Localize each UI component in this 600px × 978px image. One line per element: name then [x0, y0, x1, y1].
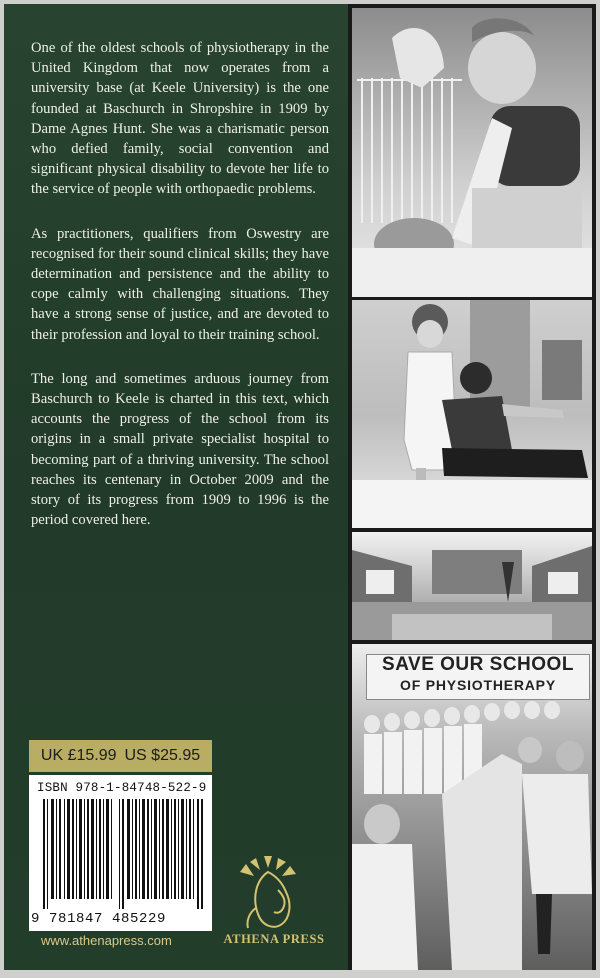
photo-school-building	[352, 532, 592, 640]
photo-therapist-exercise	[352, 300, 592, 528]
blurb-paragraph-1: One of the oldest schools of physiotherapy in the United Kingdom that now operates from a university base (at Keele University) is the one founded at Baschurch in Shropshire in 1909 by Dame Agnes Hunt. She was a charismatic person who defied family, social convention and significant physical disability to devote her life to the service of people with orthopaedic problems.	[31, 40, 329, 198]
photo-strip	[348, 4, 596, 970]
price-uk: UK £15.99	[40, 747, 117, 764]
photo-protest-students	[352, 644, 592, 970]
blurb-paragraph-3: The long and sometimes arduous journey from Baschurch to Keele is charted in this text, which accounts the progress of the school from its origins in a small private specialist hospital to becoming part of a thriving university. The school reaches its centenary in October 2009 and the story of its progress from 1909 to 1996 is the period covered here.	[31, 370, 329, 529]
barcode-digits: 9 781847 485229	[31, 911, 167, 927]
price-us: US $25.95	[124, 747, 201, 764]
price-box	[29, 740, 212, 772]
publisher-name: ATHENA PRESS	[223, 932, 325, 946]
isbn-label: ISBN 978-1-84748-522-9	[37, 781, 207, 795]
text-panel	[4, 4, 348, 970]
blurb-text	[31, 38, 329, 554]
barcode-box	[29, 775, 212, 931]
blurb-paragraph-2: As practitioners, qualifiers from Oswestry are recognised for their sound clinical skills; they have determination and persistence and the ability to cope calmly with challenging situations. They have a strong sense of justice, and are devoted to their profession and loyal to their training school.	[31, 225, 329, 343]
website-link[interactable]: www.athenapress.com	[41, 933, 172, 948]
photo-nurse-with-child	[352, 8, 592, 297]
banner-line-2: OF PHYSIOTHERAPY	[400, 677, 556, 693]
banner-line-1: SAVE OUR SCHOOL	[382, 654, 574, 675]
back-cover	[4, 4, 596, 970]
barcode-icon	[43, 799, 203, 909]
